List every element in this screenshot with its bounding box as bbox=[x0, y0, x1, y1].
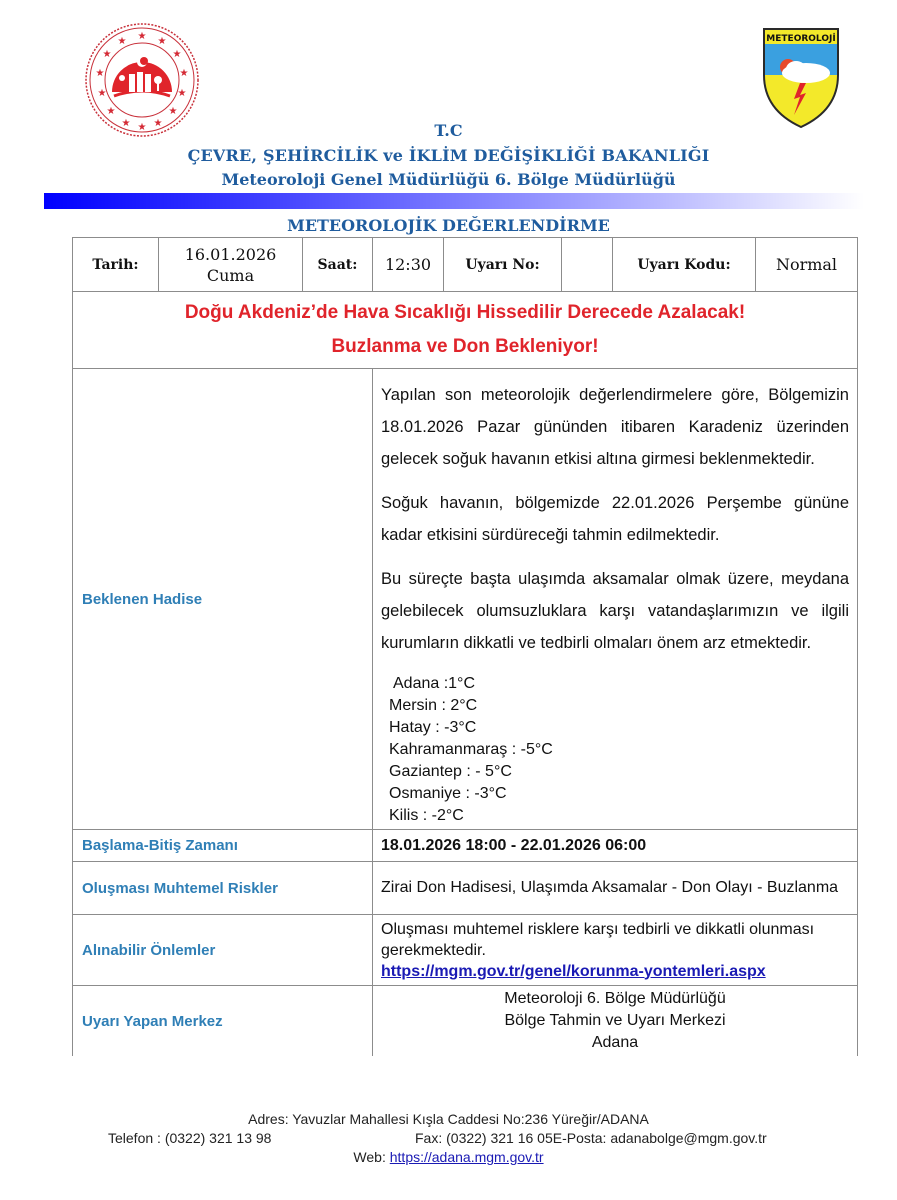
start-end-row bbox=[73, 830, 858, 862]
temperature-item: Kahramanmaraş : -5°C bbox=[389, 741, 553, 758]
svg-text:★: ★ bbox=[153, 118, 163, 129]
measures-value bbox=[373, 915, 858, 986]
expected-event-row bbox=[73, 369, 858, 830]
risks-row bbox=[73, 862, 858, 915]
date-value bbox=[159, 238, 303, 292]
expected-event-value bbox=[373, 369, 858, 830]
warning-no-label: Uyarı No: bbox=[444, 238, 562, 292]
footer-web-link[interactable]: https://adana.mgm.gov.tr bbox=[389, 1149, 544, 1165]
date-label: Tarih: bbox=[73, 238, 159, 292]
logo-text: METEOROLOJİ bbox=[766, 34, 836, 44]
svg-text:★: ★ bbox=[168, 106, 178, 117]
issuer-row bbox=[73, 986, 858, 1057]
risks-label: Oluşması Muhtemel Riskler bbox=[73, 862, 373, 915]
date-text: 16.01.2026 bbox=[184, 244, 277, 264]
footer-web bbox=[0, 1149, 897, 1165]
svg-text:★: ★ bbox=[137, 31, 147, 42]
temperature-item: Osmaniye : -3°C bbox=[389, 785, 507, 802]
measures-label: Alınabilir Önlemler bbox=[73, 915, 373, 986]
header-ministry: ÇEVRE, ŞEHİRCİLİK ve İKLİM DEĞİŞİKLİĞİ BAKANLIĞI bbox=[187, 146, 710, 165]
start-end-value: 18.01.2026 18:00 - 22.01.2026 06:00 bbox=[373, 830, 858, 862]
measures-text: Oluşması muhtemel risklere karşı tedbirli ve dikkatli olunması gerekmektedir. bbox=[381, 920, 815, 959]
issuer-line-1: Meteoroloji 6. Bölge Müdürlüğü bbox=[504, 990, 726, 1007]
measures-row bbox=[73, 915, 858, 986]
svg-text:★: ★ bbox=[117, 36, 127, 47]
svg-text:★: ★ bbox=[177, 88, 187, 99]
meteoroloji-logo bbox=[760, 25, 842, 129]
event-paragraph-3: Bu süreçte başta ulaşımda aksamalar olmak üzere, meydana gelebilecek olumsuzluklara karşı vatandaşlarımızın ve ilgili kurumların dikkatli ve tedbirli olmaları önem arz etmektedir. bbox=[381, 570, 849, 652]
issuer-label: Uyarı Yapan Merkez bbox=[73, 986, 373, 1057]
footer-address: Adres: Yavuzlar Mahallesi Kışla Caddesi No:236 Yüreğir/ADANA bbox=[248, 1111, 649, 1127]
svg-text:★: ★ bbox=[102, 49, 112, 60]
warning-code-value: Normal bbox=[756, 238, 858, 292]
svg-text:★: ★ bbox=[137, 122, 147, 133]
meteoroloji-shield-icon bbox=[760, 25, 842, 129]
temperature-item: Mersin : 2°C bbox=[389, 697, 478, 714]
temperature-item: Kilis : -2°C bbox=[389, 807, 464, 824]
svg-text:★: ★ bbox=[172, 49, 182, 60]
event-paragraph-2: Soğuk havanın, bölgemizde 22.01.2026 Perşembe gününe kadar etkisini sürdüreceği tahmin edilmektedir. bbox=[381, 494, 849, 544]
temperature-item: Hatay : -3°C bbox=[389, 719, 477, 736]
footer-web-label: Web: bbox=[353, 1149, 386, 1165]
svg-text:★: ★ bbox=[97, 88, 107, 99]
temperature-list bbox=[389, 673, 849, 827]
temperature-item: Gaziantep : - 5°C bbox=[389, 763, 512, 780]
svg-text:★: ★ bbox=[95, 68, 105, 79]
start-end-label: Başlama-Bitiş Zamanı bbox=[73, 830, 373, 862]
footer-fax-email: Fax: (0322) 321 16 05E-Posta: adanabolge@mgm.gov.tr bbox=[415, 1130, 767, 1146]
day-text: Cuma bbox=[206, 265, 255, 285]
protection-methods-link[interactable]: https://mgm.gov.tr/genel/korunma-yontemleri.aspx bbox=[381, 962, 766, 980]
headline-line-2: Buzlanma ve Don Bekleniyor! bbox=[331, 336, 599, 357]
footer-phone: Telefon : (0322) 321 13 98 bbox=[108, 1130, 272, 1146]
time-label: Saat: bbox=[303, 238, 373, 292]
header-gradient-divider bbox=[44, 193, 864, 209]
header-directorate: Meteoroloji Genel Müdürlüğü 6. Bölge Müdürlüğü bbox=[221, 170, 676, 189]
evaluation-table bbox=[72, 237, 858, 1056]
issuer-line-3: Adana bbox=[591, 1034, 639, 1051]
svg-text:★: ★ bbox=[157, 36, 167, 47]
issuer-line-2: Bölge Tahmin ve Uyarı Merkezi bbox=[504, 1012, 726, 1029]
warning-code-label: Uyarı Kodu: bbox=[613, 238, 756, 292]
headline-row bbox=[73, 292, 858, 369]
headline-line-1: Doğu Akdeniz’de Hava Sıcaklığı Hissedilir Derecede Azalacak! bbox=[184, 302, 746, 323]
svg-text:★: ★ bbox=[106, 106, 116, 117]
header-tc: T.C bbox=[434, 121, 463, 140]
document-title: METEOROLOJİK DEĞERLENDİRME bbox=[287, 216, 610, 235]
warning-no-value bbox=[562, 238, 613, 292]
time-value: 12:30 bbox=[373, 238, 444, 292]
meta-row bbox=[73, 238, 858, 292]
issuer-value bbox=[373, 986, 858, 1057]
expected-event-label: Beklenen Hadise bbox=[73, 369, 373, 830]
temperature-item: Adana :1°C bbox=[393, 675, 476, 692]
event-paragraph-1: Yapılan son meteorolojik değerlendirmelere göre, Bölgemizin 18.01.2026 Pazar gününden itibaren Karadeniz üzerinden gelecek soğuk havanın etkisi altına girmesi beklenmektedir. bbox=[381, 386, 849, 468]
headline-cell bbox=[73, 292, 858, 369]
svg-text:★: ★ bbox=[121, 118, 131, 129]
risks-value: Zirai Don Hadisesi, Ulaşımda Aksamalar - Don Olayı - Buzlanma bbox=[373, 862, 858, 915]
svg-text:★: ★ bbox=[179, 68, 189, 79]
